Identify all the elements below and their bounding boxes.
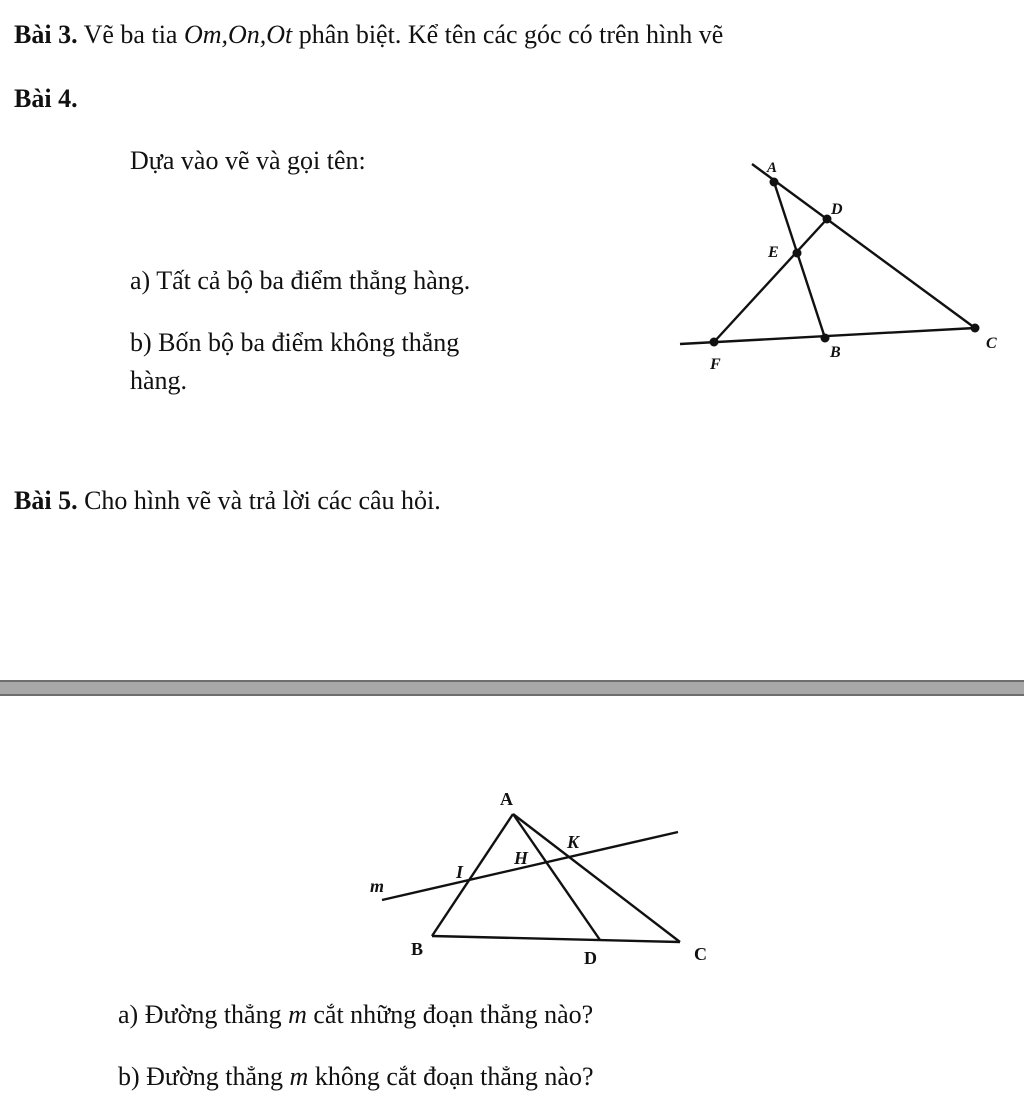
bai5-b-pre: b) Đường thẳng <box>118 1062 284 1091</box>
bai5-label-k: K <box>567 832 580 852</box>
bai5-label-a: A <box>500 789 513 809</box>
bai3-label: Bài 3. <box>14 20 78 49</box>
bai5-question-a <box>118 1000 593 1030</box>
bai4-label-f: F <box>710 356 721 373</box>
bai5-label-i: I <box>456 862 464 882</box>
bai4-label: Bài 4. <box>14 84 78 113</box>
bai4-label-b: B <box>830 344 841 361</box>
bai5-label-h: H <box>514 848 529 868</box>
bai4-question-b-line1: b) Bốn bộ ba điểm không thẳng <box>130 328 460 357</box>
bai5-a-pre: a) Đường thẳng <box>118 1000 282 1029</box>
bai5-b-post: không cắt đoạn thẳng nào? <box>314 1062 594 1091</box>
bai3-text1: Vẽ ba tia <box>83 20 178 49</box>
bai4-label-d: D <box>831 201 843 218</box>
bai5-text: Cho hình vẽ và trả lời các câu hỏi. <box>84 486 441 515</box>
bai5-b-var: m <box>289 1062 309 1091</box>
bai5-segment-ab <box>432 814 513 936</box>
bai5-a-var: m <box>288 1000 307 1029</box>
bai5-label-m: m <box>370 876 385 896</box>
bai5-a-post: cắt những đoạn thẳng nào? <box>313 1000 594 1029</box>
bai4-label-e: E <box>768 244 779 261</box>
bai3-rays: Om,On,Ot <box>183 20 293 49</box>
bai5-label: Bài 5. <box>14 486 78 515</box>
bai4-label-c: C <box>986 335 997 352</box>
bai5-segment-bc <box>432 936 680 942</box>
bai5-question-b <box>118 1062 594 1092</box>
bai5-line-m <box>382 832 678 900</box>
bai4-question-b-line2: hàng. <box>130 366 188 395</box>
bai5-segment-ac <box>513 814 680 942</box>
bai4-intro: Dựa vào vẽ và gọi tên: <box>130 146 366 175</box>
bai5-label-c: C <box>694 944 707 964</box>
bai3-text2: phân biệt. Kể tên các góc có trên hình vẽ <box>298 20 724 49</box>
bai5-label-d: D <box>584 948 597 968</box>
bai4-question-a: a) Tất cả bộ ba điểm thẳng hàng. <box>130 266 471 295</box>
bai4-label-a: A <box>767 160 778 176</box>
bai5-label-b: B <box>411 939 424 959</box>
bai5-segment-ad <box>513 814 600 940</box>
